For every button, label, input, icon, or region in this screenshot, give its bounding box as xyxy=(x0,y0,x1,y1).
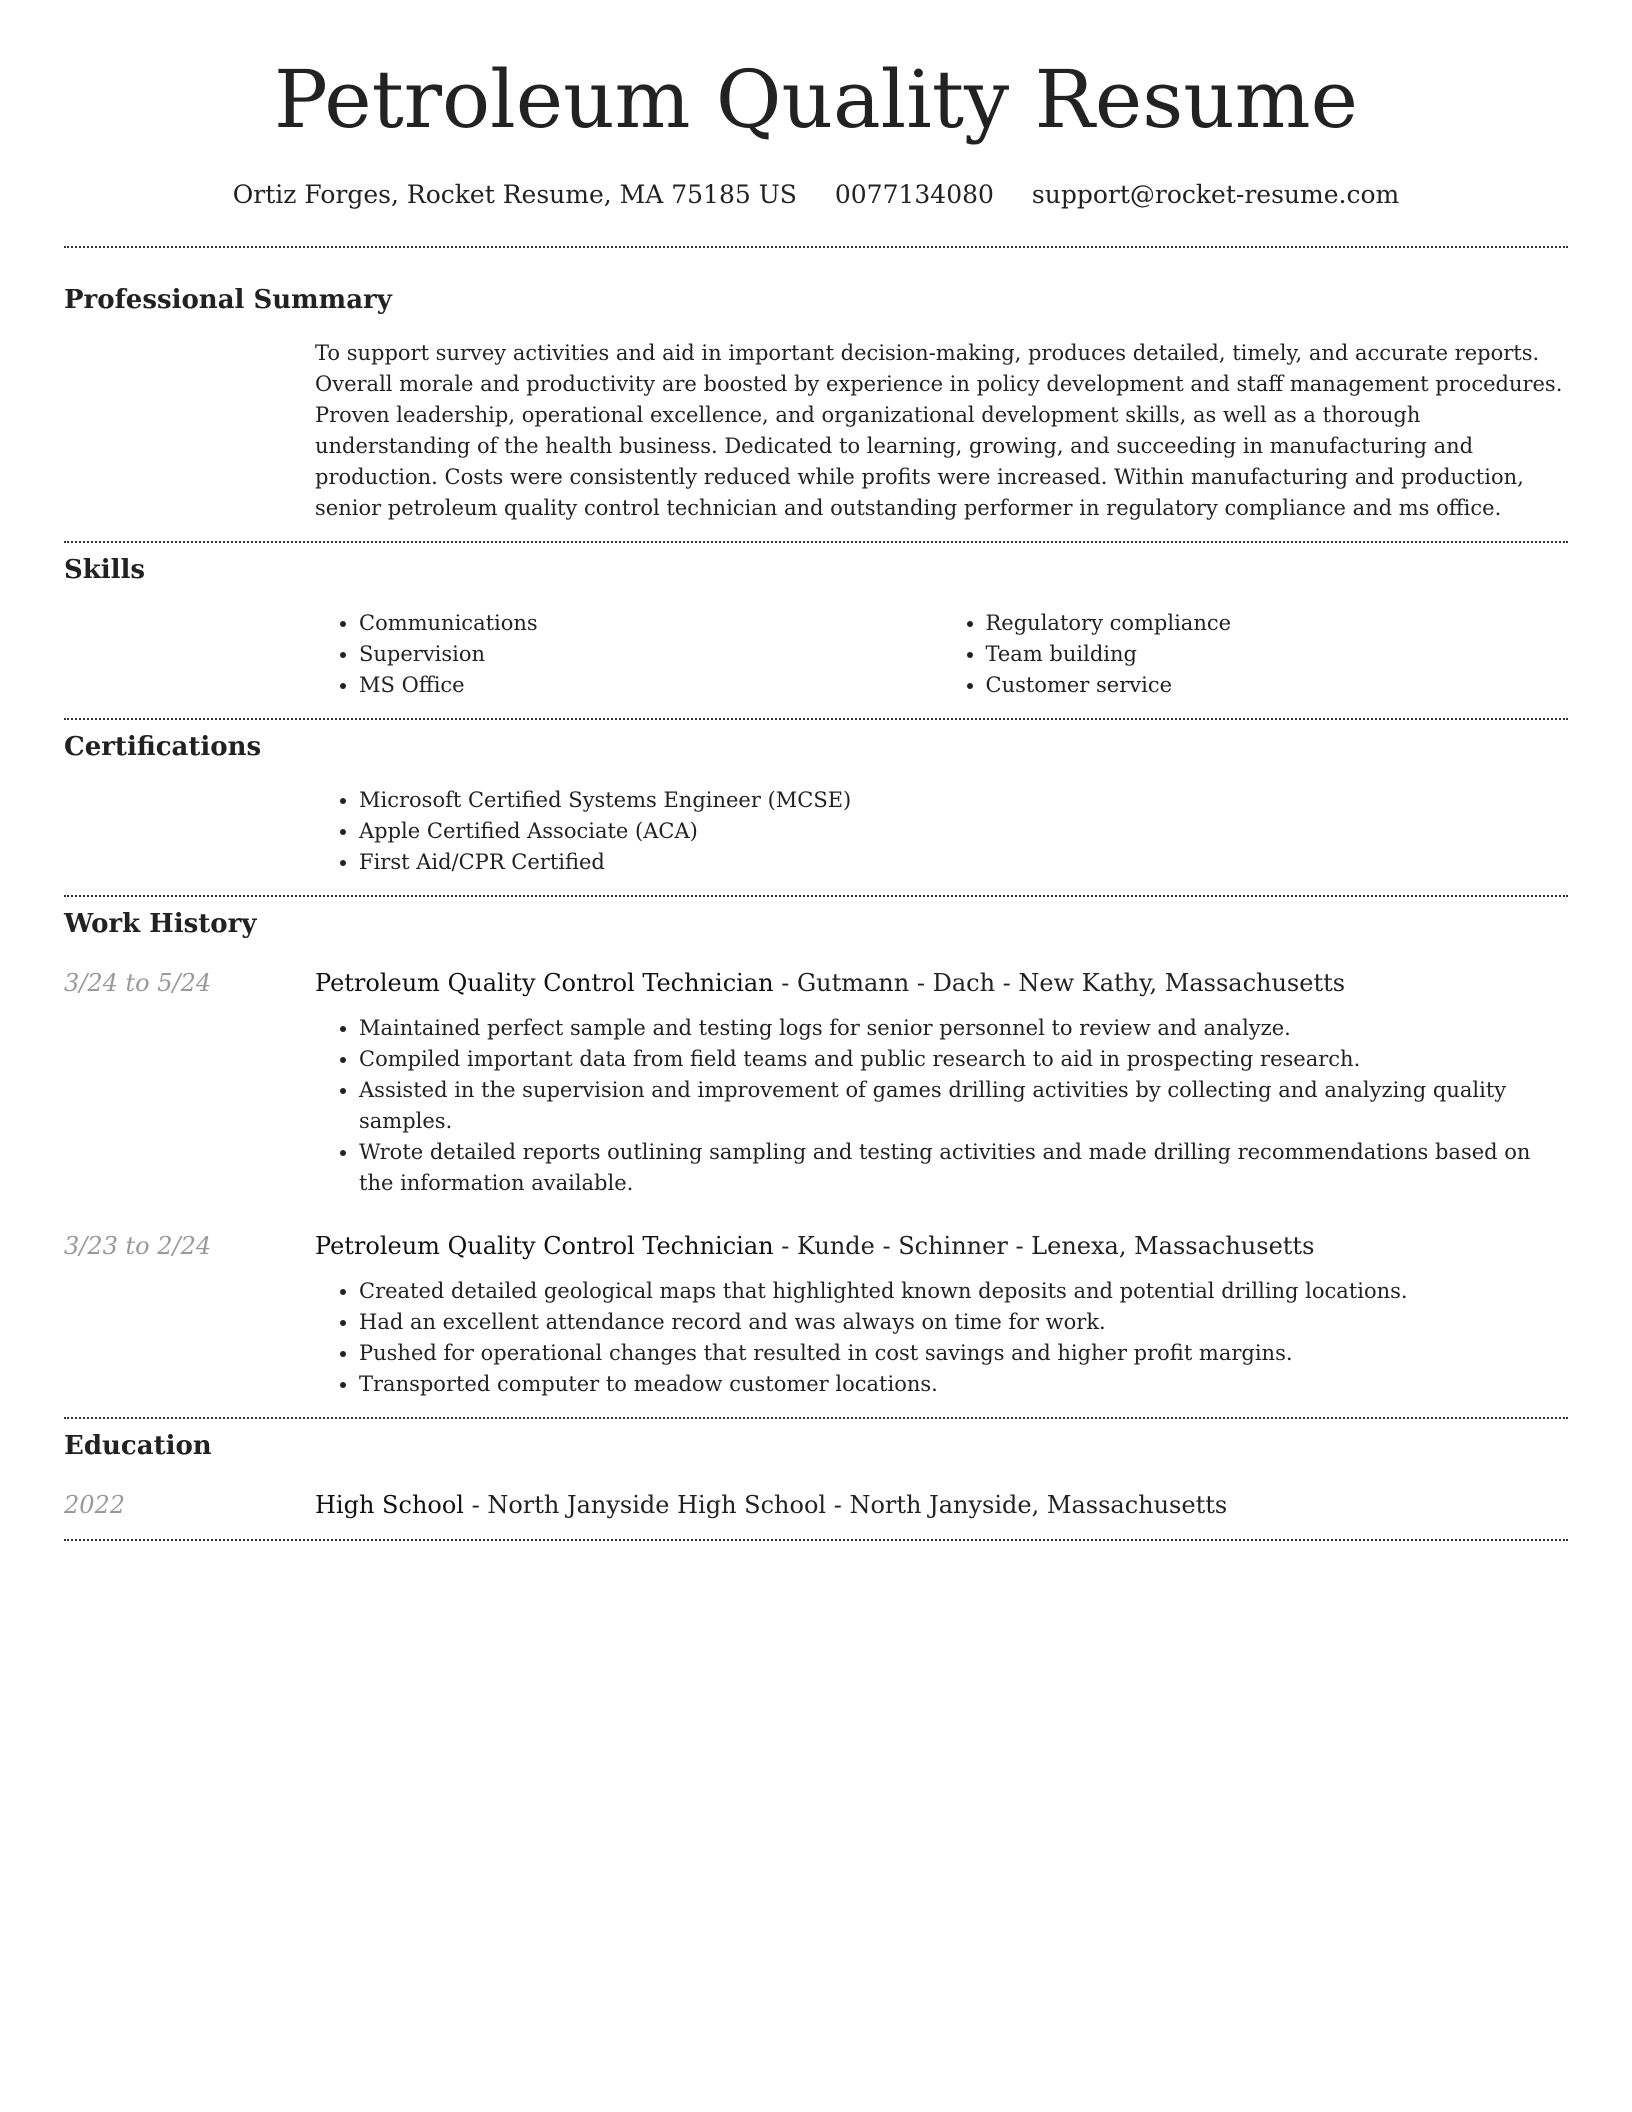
skills-content xyxy=(315,608,1568,701)
divider xyxy=(64,1539,1568,1541)
summary-section xyxy=(64,248,1568,541)
job-date: 3/23 to 2/24 xyxy=(64,1232,212,1260)
education-entry xyxy=(64,1488,1568,1522)
list-item: • Supervision xyxy=(359,639,942,670)
job-content xyxy=(315,1276,1568,1400)
education-title xyxy=(315,1488,1568,1522)
certifications-list xyxy=(315,785,1568,878)
list-item: • First Aid/CPR Certified xyxy=(359,847,1568,878)
job-entry xyxy=(64,966,1568,1199)
list-item: • Customer service xyxy=(986,670,1569,701)
summary-content xyxy=(315,338,1568,524)
certifications-content xyxy=(315,785,1568,878)
job-role: Petroleum Quality Control Technician xyxy=(315,969,774,997)
skills-list-left xyxy=(315,608,942,701)
job-title xyxy=(315,1229,1568,1263)
skills-heading: Skills xyxy=(64,555,146,585)
page-title: Petroleum Quality Resume xyxy=(274,53,1358,146)
job-role: Petroleum Quality Control Technician xyxy=(315,1232,774,1260)
work-heading: Work History xyxy=(64,909,257,939)
list-item: • Team building xyxy=(986,639,1569,670)
job-content xyxy=(315,1013,1568,1199)
job-title xyxy=(315,966,1568,1000)
list-item: • Regulatory compliance xyxy=(986,608,1569,639)
certifications-heading: Certifications xyxy=(64,732,262,762)
list-item: • Created detailed geological maps that highlighted known deposits and potential drilling locations. xyxy=(359,1276,1568,1307)
list-item: • Wrote detailed reports outlining sampling and testing activities and made drilling recommendations based on the information available. xyxy=(359,1137,1568,1199)
summary-heading: Professional Summary xyxy=(64,285,392,315)
education-heading: Education xyxy=(64,1431,212,1461)
list-item: • Microsoft Certified Systems Engineer (MCSE) xyxy=(359,785,1568,816)
job-employer: - Kunde - Schinner - Lenexa, Massachusetts xyxy=(773,1232,1315,1260)
job-bullets xyxy=(315,1276,1568,1400)
summary-text: To support survey activities and aid in important decision-making, produces detailed, timely, and accurate reports. Overall morale and productivity are boosted by experience in policy development and staff management procedures. Proven leadership, operational excellence, and organizational development skills, as well as a thorough understanding of the health business. Dedicated to learning, growing, and succeeding in manufacturing and production. Costs were consistently reduced while profits were increased. Within manufacturing and production, senior petroleum quality control technician and outstanding performer in regulatory compliance and ms office. xyxy=(315,341,1563,520)
certifications-section xyxy=(64,720,1568,895)
work-section xyxy=(64,897,1568,1417)
list-item: • Communications xyxy=(359,608,942,639)
job-employer: - Gutmann - Dach - New Kathy, Massachusetts xyxy=(773,969,1346,997)
contact-line xyxy=(64,178,1568,212)
contact-email: support@rocket-resume.com xyxy=(1031,180,1400,209)
list-item: • MS Office xyxy=(359,670,942,701)
list-item: • Compiled important data from field teams and public research to aid in prospecting research. xyxy=(359,1044,1568,1075)
job-bullets xyxy=(315,1013,1568,1199)
education-section xyxy=(64,1419,1568,1539)
skills-list-right xyxy=(942,608,1569,701)
list-item: • Pushed for operational changes that resulted in cost savings and higher profit margins. xyxy=(359,1338,1568,1369)
education-school: - North Janyside High School - North Janyside, Massachusetts xyxy=(463,1491,1228,1519)
education-degree: High School xyxy=(315,1491,464,1519)
list-item: • Maintained perfect sample and testing logs for senior personnel to review and analyze. xyxy=(359,1013,1568,1044)
education-date: 2022 xyxy=(64,1491,126,1519)
list-item: • Assisted in the supervision and improvement of games drilling activities by collecting and analyzing quality samples. xyxy=(359,1075,1568,1137)
contact-phone: 0077134080 xyxy=(834,180,994,209)
list-item: • Apple Certified Associate (ACA) xyxy=(359,816,1568,847)
contact-address: Ortiz Forges, Rocket Resume, MA 75185 US xyxy=(232,180,797,209)
job-entry xyxy=(64,1229,1568,1400)
list-item: • Had an excellent attendance record and was always on time for work. xyxy=(359,1307,1568,1338)
list-item: • Transported computer to meadow customer locations. xyxy=(359,1369,1568,1400)
job-date: 3/24 to 5/24 xyxy=(64,969,212,997)
skills-section xyxy=(64,543,1568,718)
